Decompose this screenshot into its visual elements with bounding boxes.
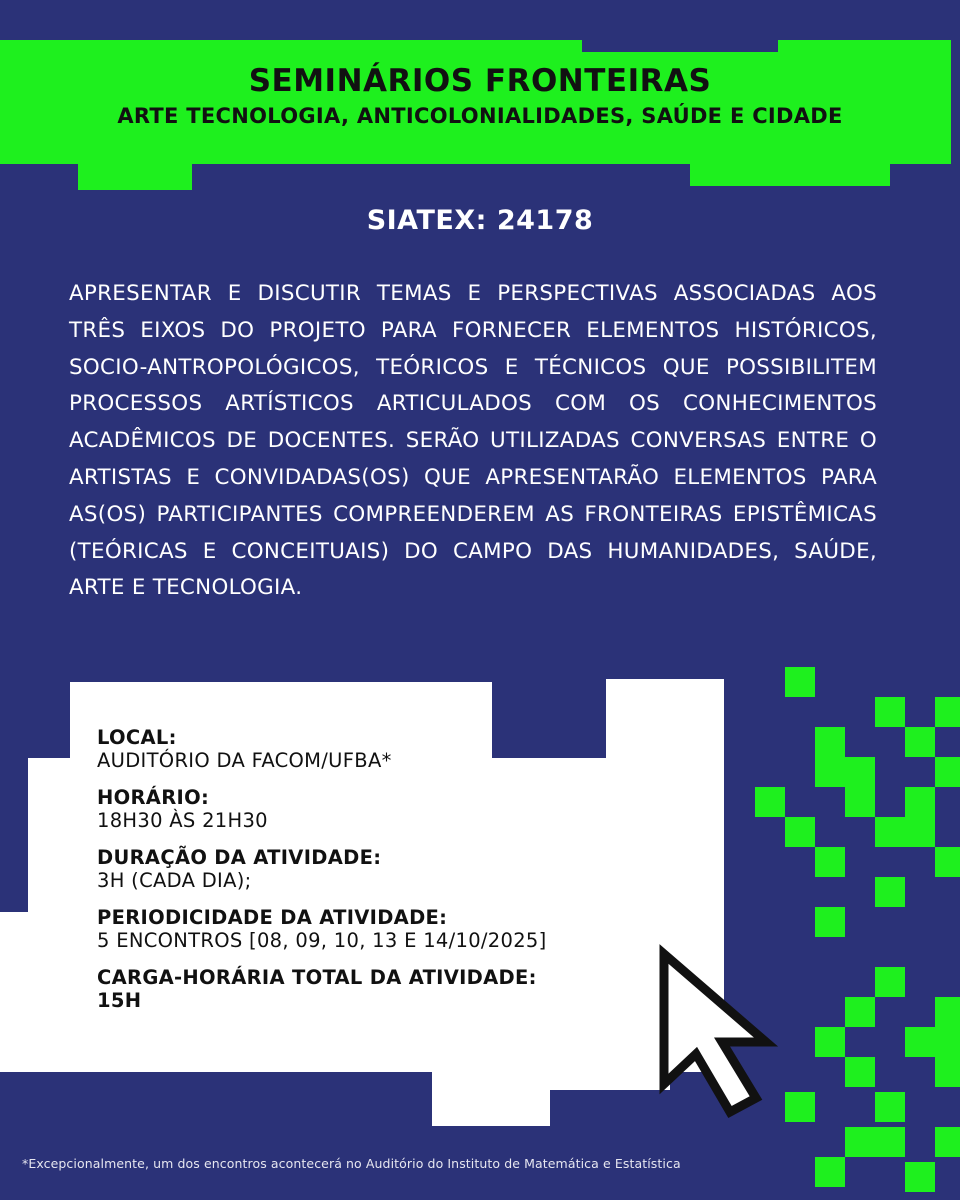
info-horario [97,786,657,832]
page-subtitle: ARTE TECNOLOGIA, ANTICOLONIALIDADES, SAÚDE E CIDADE [117,104,843,128]
local-label: LOCAL: [97,726,177,749]
info-local [97,726,657,772]
info-periodicidade [97,906,657,952]
description-text: APRESENTAR E DISCUTIR TEMAS E PERSPECTIVAS ASSOCIADAS AOS TRÊS EIXOS DO PROJETO PARA FORNECER ELEMENTOS HISTÓRICOS, SOCIO-ANTROPOLÓGICOS, TEÓRICOS E TÉCNICOS QUE POSSIBILITEM PROCESSOS ARTÍSTICOS ARTICULADOS COM OS CONHECIMENTOS ACADÊMICOS DE DOCENTES. SERÃO UTILIZADAS CONVERSAS ENTRE O ARTISTAS E CONVIDADAS(OS) QUE APRESENTARÃO ELEMENTOS PARA AS(OS) PARTICIPANTES COMPREENDEREM AS FRONTEIRAS EPISTÊMICAS (TEÓRICAS E CONCEITUAIS) DO CAMPO DAS HUMANIDADES, SAÚDE, ARTE E TECNOLOGIA. [69,281,877,601]
duracao-label: DURAÇÃO DA ATIVIDADE: [97,846,382,869]
carga-label: CARGA-HORÁRIA TOTAL DA ATIVIDADE: [97,966,537,989]
horario-value: 18H30 ÀS 21H30 [97,809,268,832]
horario-label: HORÁRIO: [97,786,210,809]
siatex-code: SIATEX: 24178 [366,205,594,236]
info-carga [97,966,657,1012]
periodicidade-label: PERIODICIDADE DA ATIVIDADE: [97,906,448,929]
duracao-value: 3H (CADA DIA); [97,869,252,892]
mouse-pointer-icon [652,942,792,1122]
event-info [97,726,657,1026]
periodicidade-value: 5 ENCONTROS [08, 09, 10, 13 E 14/10/2025] [97,929,547,952]
title-block [0,60,960,130]
carga-value: 15H [97,989,142,1012]
local-value: AUDITÓRIO DA FACOM/UFBA* [97,749,392,772]
info-duracao [97,846,657,892]
page-title: SEMINÁRIOS FRONTEIRAS [248,63,712,99]
footnote: *Excepcionalmente, um dos encontros acontecerá no Auditório do Instituto de Matemática e Estatística [22,1156,681,1171]
